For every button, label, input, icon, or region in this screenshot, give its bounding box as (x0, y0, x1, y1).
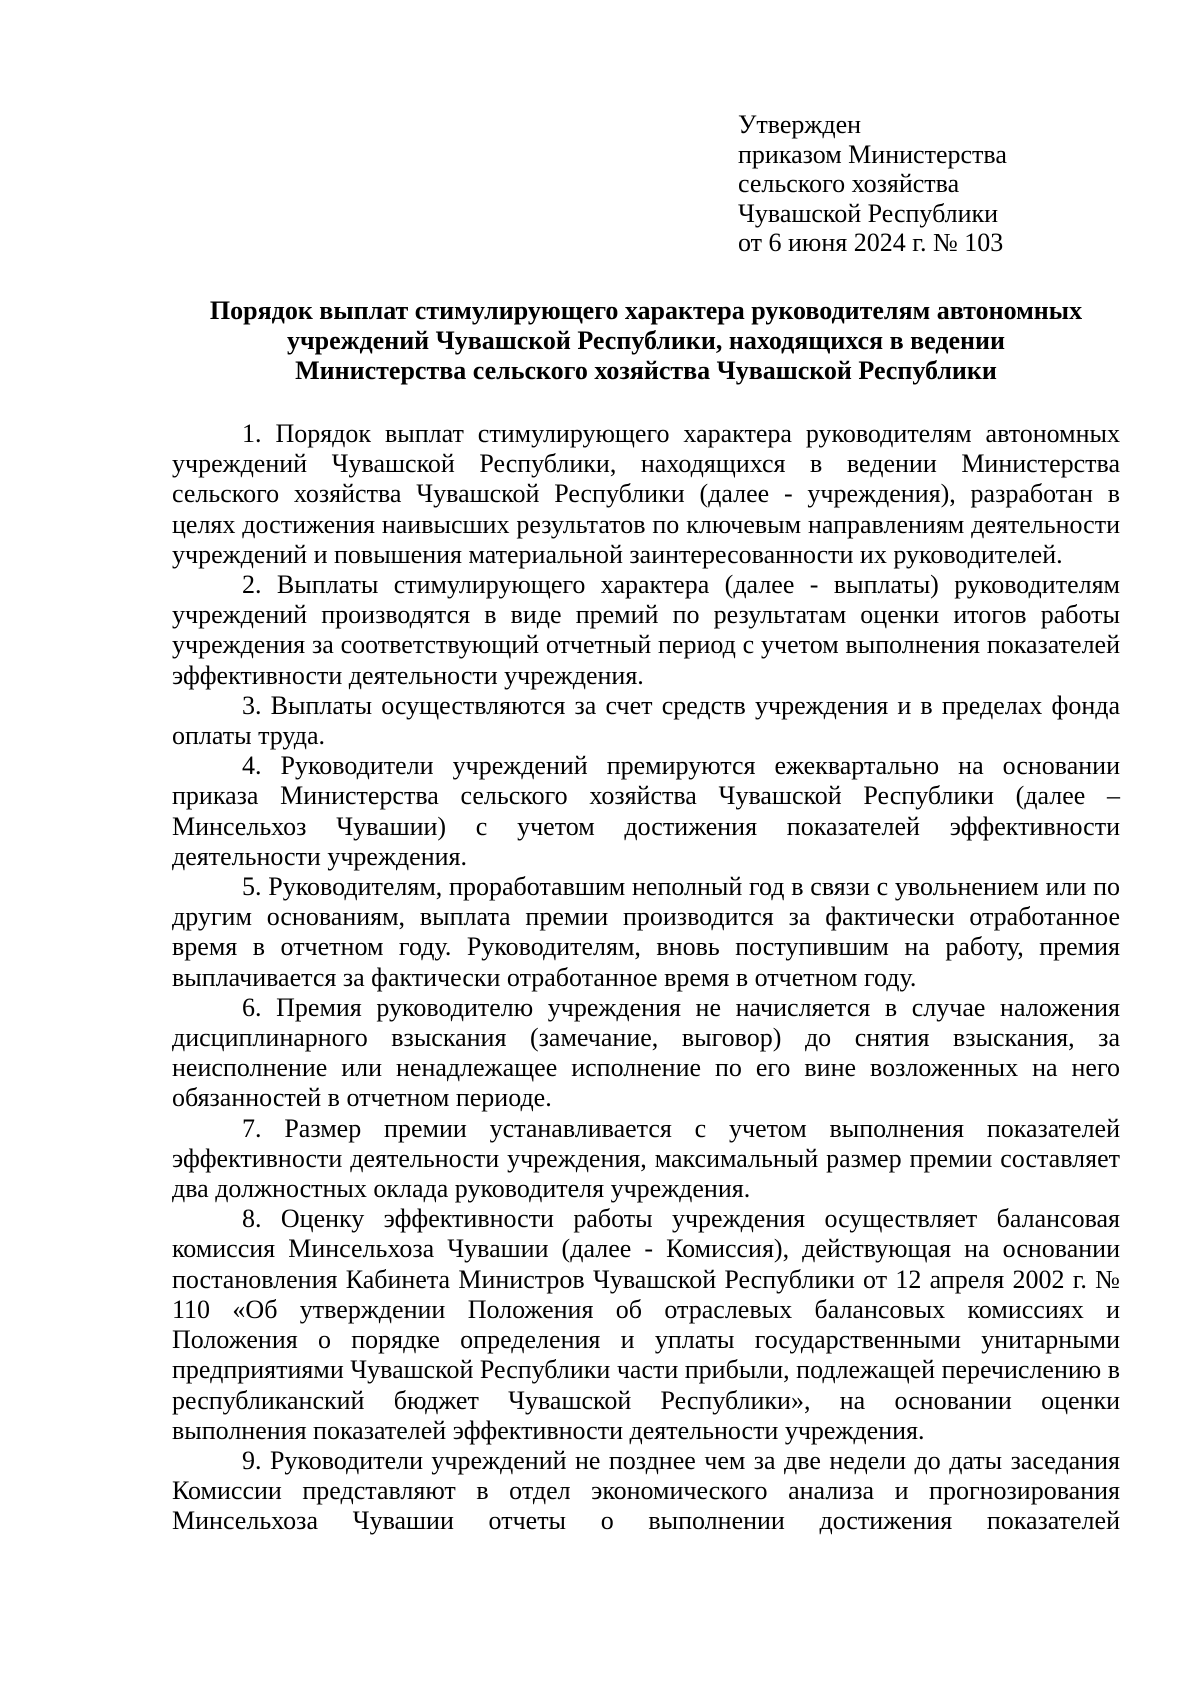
title-line: Министерства сельского хозяйства Чувашской Республики (295, 356, 997, 385)
paragraph-7: 7. Размер премии устанавливается с учетом выполнения показателей эффективности деятельности учреждения, максимальный размер премии составляет два должностных оклада руководителя учреждения. (172, 1113, 1120, 1204)
approval-line: сельского хозяйства (738, 169, 960, 198)
approval-line: Чувашской Республики (738, 198, 999, 228)
paragraph-6: 6. Премия руководителю учреждения не начисляется в случае наложения дисциплинарного взыскания (замечание, выговор) до снятия взыскания, за неисполнение или ненадлежащее исполнение по его вине возложенных на него обязанностей в отчетном периоде. (172, 992, 1120, 1113)
title-line: учреждений Чувашской Республики, находящихся в ведении (287, 326, 1005, 355)
approval-line: от 6 июня 2024 г. № 103 (738, 228, 1004, 257)
approval-line: приказом Министерства (738, 139, 1007, 169)
paragraph-1: 1. Порядок выплат стимулирующего характера руководителям автономных учреждений Чувашской Республики, находящихся в ведении Министерства сельского хозяйства Чувашской Республики (далее - учреждения), разработан в целях достижения наивысших результатов по ключевым направлениям деятельности учреждений и повышения материальной заинтересованности их руководителей. (172, 419, 1120, 569)
paragraph-2: 2. Выплаты стимулирующего характера (далее - выплаты) руководителям учреждений производятся в виде премий по результатам оценки итогов работы учреждения за соответствующий отчетный период с учетом выполнения показателей эффективности деятельности учреждения. (172, 570, 1120, 690)
paragraph-4: 4. Руководители учреждений премируются ежеквартально на основании приказа Министерства сельского хозяйства Чувашской Республики (далее – Минсельхоз Чувашии) с учетом достижения показателей эффективности деятельности учреждения. (172, 751, 1120, 871)
document-body (172, 419, 1120, 1537)
approval-stamp (738, 110, 1158, 258)
title-line: Порядок выплат стимулирующего характера руководителям автономных (209, 296, 1083, 325)
paragraph-3: 3. Выплаты осуществляются за счет средств учреждения и в пределах фонда оплаты труда. (172, 690, 1120, 751)
approval-line: Утвержден (738, 110, 862, 139)
paragraph-9: 9. Руководители учреждений не позднее чем за две недели до даты заседания Комиссии представляют в отдел экономического анализа и прогнозирования Минсельхоза Чувашии отчеты о выполнении достижения показателей (172, 1445, 1120, 1536)
paragraph-8: 8. Оценку эффективности работы учреждения осуществляет балансовая комиссия Минсельхоза Чувашии (далее - Комиссия), действующая на основании постановления Кабинета Министров Чувашской Республики от 12 апреля 2002 г. № 110 «Об утверждении Положения об отраслевых балансовых комиссиях и Положения о порядке определения и уплаты государственными унитарными предприятиями Чувашской Республики части прибыли, подлежащей перечислению в республиканский бюджет Чувашской Республики», на основании оценки выполнения показателей эффективности деятельности учреждения. (172, 1204, 1120, 1445)
paragraph-5: 5. Руководителям, проработавшим неполный год в связи с увольнением или по другим основаниям, выплата премии производится за фактически отработанное время в отчетном году. Руководителям, вновь поступившим на работу, премия выплачивается за фактически отработанное время в отчетном году. (172, 872, 1120, 992)
document-title (172, 296, 1120, 386)
